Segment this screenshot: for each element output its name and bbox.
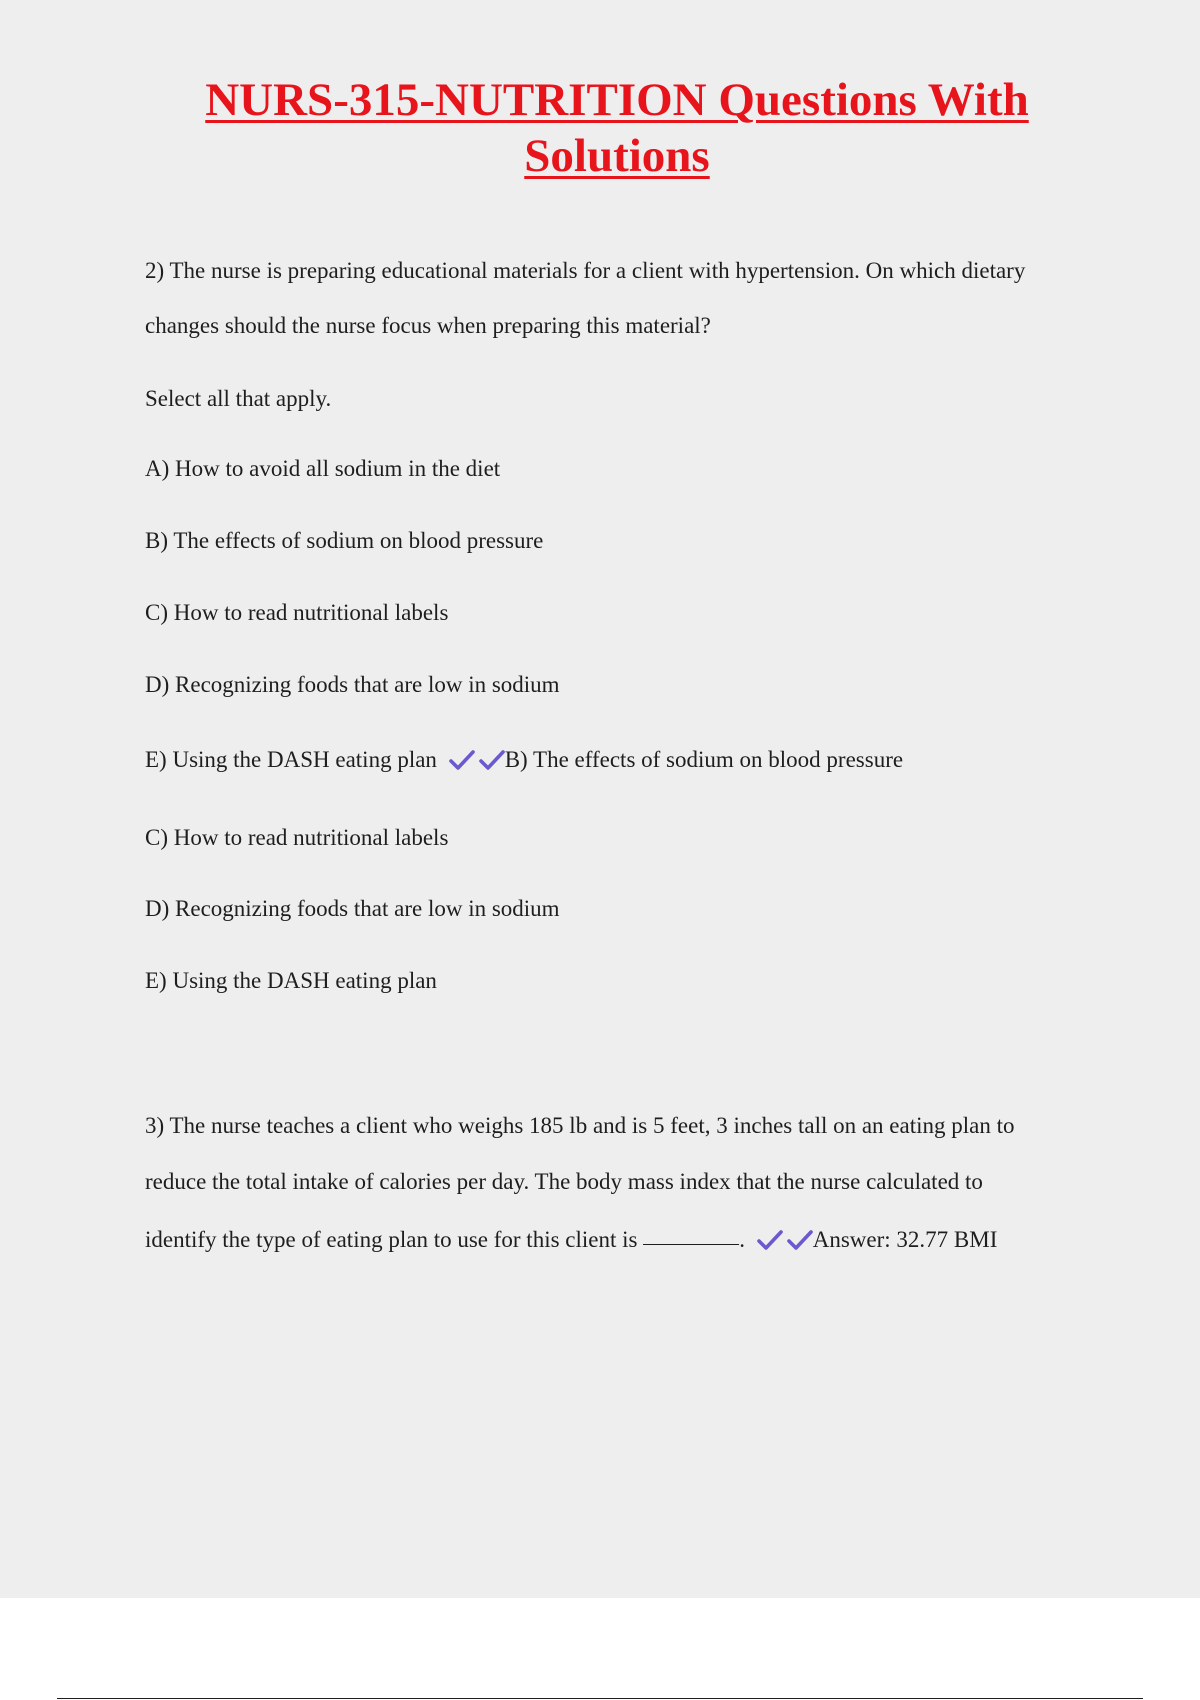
answer-line-c: C) How to read nutritional labels <box>145 825 449 850</box>
option-c: C) How to read nutritional labels <box>145 600 449 625</box>
option-d: D) Recognizing foods that are low in sodium <box>145 672 560 697</box>
document-title <box>0 72 1200 184</box>
checkmark-icon <box>449 749 475 771</box>
checkmark-icon <box>757 1229 783 1251</box>
answer-line-b: B) The effects of sodium on blood pressure <box>504 747 904 772</box>
question-3-line-1: 3) The nurse teaches a client who weighs 185 lb and is 5 feet, 3 inches tall on an eating plan to <box>145 1113 1015 1138</box>
question-2-line-1: 2) The nurse is preparing educational materials for a client with hypertension. On which dietary <box>145 258 1026 283</box>
option-b: B) The effects of sodium on blood pressure <box>145 528 544 553</box>
answer-line-e: E) Using the DASH eating plan <box>145 968 437 993</box>
question-3-answer: Answer: 32.77 BMI <box>812 1227 998 1252</box>
title-line-1: NURS-315-NUTRITION Questions With <box>205 74 1029 126</box>
question-2-line-2: changes should the nurse focus when preparing this material? <box>145 313 711 338</box>
question-3-prompt: identify the type of eating plan to use for this client is <box>145 1227 638 1252</box>
question-3-line-3 <box>145 1212 997 1268</box>
question-3-line-2: reduce the total intake of calories per day. The body mass index that the nurse calculated to <box>145 1169 983 1194</box>
question-2-instruction: Select all that apply. <box>145 386 332 411</box>
option-e: E) Using the DASH eating plan <box>145 747 437 772</box>
option-a: A) How to avoid all sodium in the diet <box>145 456 501 481</box>
title-line-2: Solutions <box>524 130 710 182</box>
answer-line-d: D) Recognizing foods that are low in sodium <box>145 896 560 921</box>
option-e-with-answer <box>145 732 903 788</box>
checkmark-icon <box>479 749 505 771</box>
answer-blank <box>643 1243 739 1245</box>
blank-period: . <box>739 1227 745 1252</box>
checkmark-icon <box>787 1229 813 1251</box>
footer-divider <box>57 1698 1143 1699</box>
